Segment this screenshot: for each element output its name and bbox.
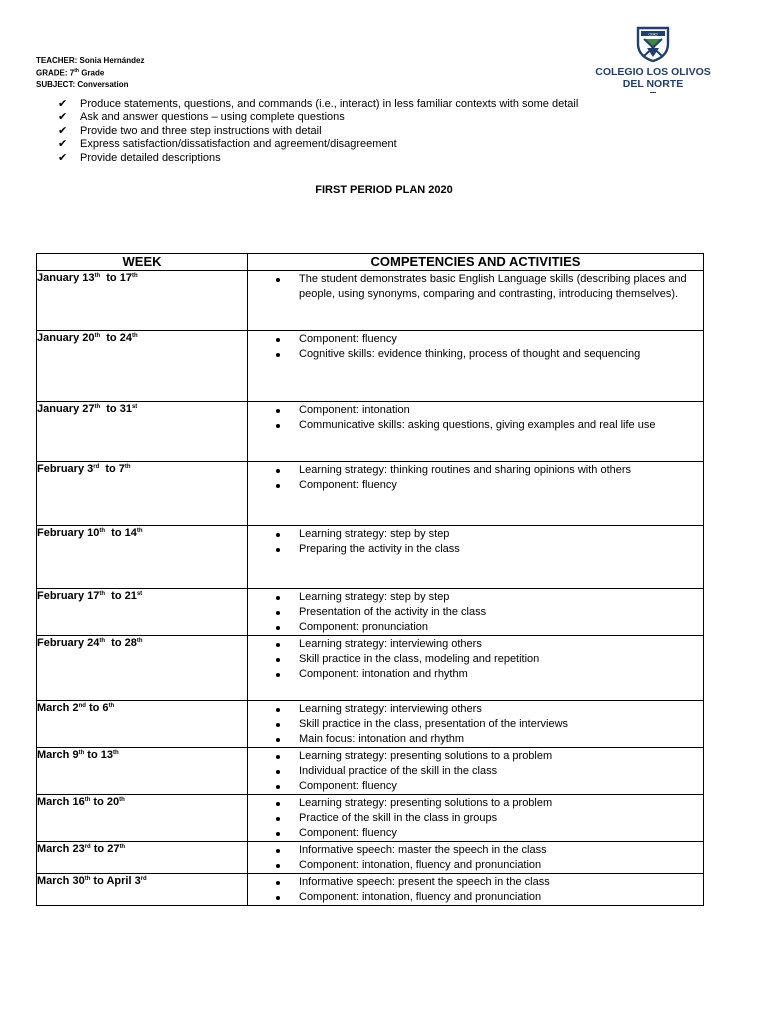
week-cell: March 9th to 13th: [37, 748, 248, 795]
week-cell: February 10th to 14th: [37, 526, 248, 589]
objective-text: Produce statements, questions, and commands (i.e., interact) in less familiar contexts with some detail: [80, 98, 579, 110]
table-row: [37, 271, 704, 331]
objective-text: Express satisfaction/dissatisfaction and agreement/disagreement: [80, 138, 397, 151]
objective-text: Ask and answer questions – using complete questions: [80, 111, 345, 124]
subject-line: SUBJECT: Conversation: [36, 79, 129, 89]
activities-cell: [248, 874, 704, 906]
week-cell: March 16th to 20th: [37, 795, 248, 842]
bullet-icon: [276, 353, 280, 357]
list-item: Learning strategy: interviewing others: [299, 702, 697, 717]
list-item: Preparing the activity in the class: [299, 542, 697, 557]
teacher-line: TEACHER: Sonia Hernández: [36, 56, 145, 65]
list-item: Component: fluency: [299, 779, 697, 794]
list-item: Informative speech: present the speech in the class: [299, 875, 697, 890]
list-item: Cognitive skills: evidence thinking, process of thought and sequencing: [299, 347, 697, 362]
grade-line: GRADE: 7th Grade: [36, 68, 105, 78]
logo-dash: [650, 92, 656, 93]
checkmark-icon: ✔: [58, 124, 68, 137]
table-row: [37, 874, 704, 906]
week-cell: January 20th to 24th: [37, 331, 248, 402]
list-item: Component: fluency: [299, 332, 697, 347]
activities-cell: [248, 636, 704, 701]
list-item: Component: fluency: [299, 826, 697, 841]
list-item: Skill practice in the class, presentation of the interviews: [299, 717, 697, 732]
shield-icon: [636, 26, 670, 62]
bullet-icon: [276, 484, 280, 488]
bullet-icon: [276, 611, 280, 615]
activities-cell: [248, 462, 704, 526]
bullet-icon: [276, 896, 280, 900]
list-item: Learning strategy: thinking routines and sharing opinions with others: [299, 463, 697, 478]
week-cell: March 23rd to 27th: [37, 842, 248, 874]
activities-cell: [248, 701, 704, 748]
objective-item: [58, 152, 578, 165]
activities-cell: [248, 842, 704, 874]
list-item: Learning strategy: step by step: [299, 527, 697, 542]
table-row: [37, 842, 704, 874]
objective-item: [58, 111, 578, 124]
activities-cell: [248, 795, 704, 842]
bullet-icon: [276, 881, 280, 885]
objective-text: Provide detailed descriptions: [80, 151, 221, 164]
list-item: Learning strategy: step by step: [299, 590, 697, 605]
table-row: [37, 526, 704, 589]
activities-cell: [248, 526, 704, 589]
bullet-icon: [276, 424, 280, 428]
checkmark-icon: ✔: [58, 151, 68, 164]
list-item: Learning strategy: presenting solutions to a problem: [299, 796, 697, 811]
bullet-icon: [276, 723, 280, 727]
objective-item: [58, 98, 578, 111]
table-row: [37, 462, 704, 526]
list-item: Component: fluency: [299, 478, 697, 493]
period-plan-table: [36, 253, 704, 906]
header-info: [36, 55, 144, 90]
activities-cell: [248, 402, 704, 462]
bullet-icon: [276, 469, 280, 473]
bullet-icon: [276, 755, 280, 759]
table-row: [37, 331, 704, 402]
table-row: [37, 402, 704, 462]
table-row: [37, 748, 704, 795]
list-item: Component: pronunciation: [299, 620, 697, 635]
week-cell: February 3rd to 7th: [37, 462, 248, 526]
bullet-icon: [276, 708, 280, 712]
bullet-icon: [276, 643, 280, 647]
bullet-icon: [276, 849, 280, 853]
bullet-icon: [276, 802, 280, 806]
list-item: The student demonstrates basic English Language skills (describing places and people, using synonyms, comparing and contrasting, introducing themselves).: [299, 272, 697, 302]
activities-cell: [248, 748, 704, 795]
activities-cell: [248, 271, 704, 331]
objective-text: Provide two and three step instructions with detail: [80, 124, 322, 137]
objective-item: [58, 125, 578, 138]
table-header-row: [37, 254, 704, 271]
objectives-list: [58, 98, 578, 165]
list-item: Component: intonation, fluency and pronunciation: [299, 890, 697, 905]
activities-cell: [248, 331, 704, 402]
bullet-icon: [276, 658, 280, 662]
bullet-icon: [276, 817, 280, 821]
table-row: [37, 589, 704, 636]
list-item: Skill practice in the class, modeling and repetition: [299, 652, 697, 667]
week-cell: January 13th to 17th: [37, 271, 248, 331]
activities-header: COMPETENCIES AND ACTIVITIES: [248, 254, 704, 271]
list-item: Component: intonation, fluency and pronunciation: [299, 858, 697, 873]
list-item: Presentation of the activity in the class: [299, 605, 697, 620]
list-item: Individual practice of the skill in the class: [299, 764, 697, 779]
school-logo: [588, 26, 718, 102]
plan-title: FIRST PERIOD PLAN 2020: [315, 184, 453, 196]
bullet-icon: [276, 738, 280, 742]
bullet-icon: [276, 533, 280, 537]
table-row: [37, 636, 704, 701]
school-name: COLEGIO LOS OLIVOS DEL NORTE: [595, 66, 711, 90]
checkmark-icon: ✔: [58, 111, 68, 124]
bullet-icon: [276, 596, 280, 600]
bullet-icon: [276, 409, 280, 413]
activities-cell: [248, 589, 704, 636]
table-row: [37, 701, 704, 748]
week-cell: March 30th to April 3rd: [37, 874, 248, 906]
checkmark-icon: ✔: [58, 138, 68, 151]
bullet-icon: [276, 785, 280, 789]
bullet-icon: [276, 832, 280, 836]
table-row: [37, 795, 704, 842]
bullet-icon: [276, 673, 280, 677]
list-item: Main focus: intonation and rhythm: [299, 732, 697, 747]
list-item: Component: intonation: [299, 403, 697, 418]
week-cell: February 24th to 28th: [37, 636, 248, 701]
week-header: WEEK: [37, 254, 248, 271]
bullet-icon: [276, 278, 280, 282]
list-item: Informative speech: master the speech in the class: [299, 843, 697, 858]
objective-item: [58, 138, 578, 151]
bullet-icon: [276, 770, 280, 774]
bullet-icon: [276, 338, 280, 342]
list-item: Learning strategy: presenting solutions to a problem: [299, 749, 697, 764]
list-item: Practice of the skill in the class in groups: [299, 811, 697, 826]
list-item: Communicative skills: asking questions, giving examples and real life use: [299, 418, 697, 433]
shield-text: CMO: [648, 31, 658, 37]
list-item: Learning strategy: interviewing others: [299, 637, 697, 652]
bullet-icon: [276, 548, 280, 552]
list-item: Component: intonation and rhythm: [299, 667, 697, 682]
bullet-icon: [276, 864, 280, 868]
week-cell: January 27th to 31st: [37, 402, 248, 462]
week-cell: March 2nd to 6th: [37, 701, 248, 748]
checkmark-icon: ✔: [58, 98, 68, 110]
bullet-icon: [276, 626, 280, 630]
week-cell: February 17th to 21st: [37, 589, 248, 636]
